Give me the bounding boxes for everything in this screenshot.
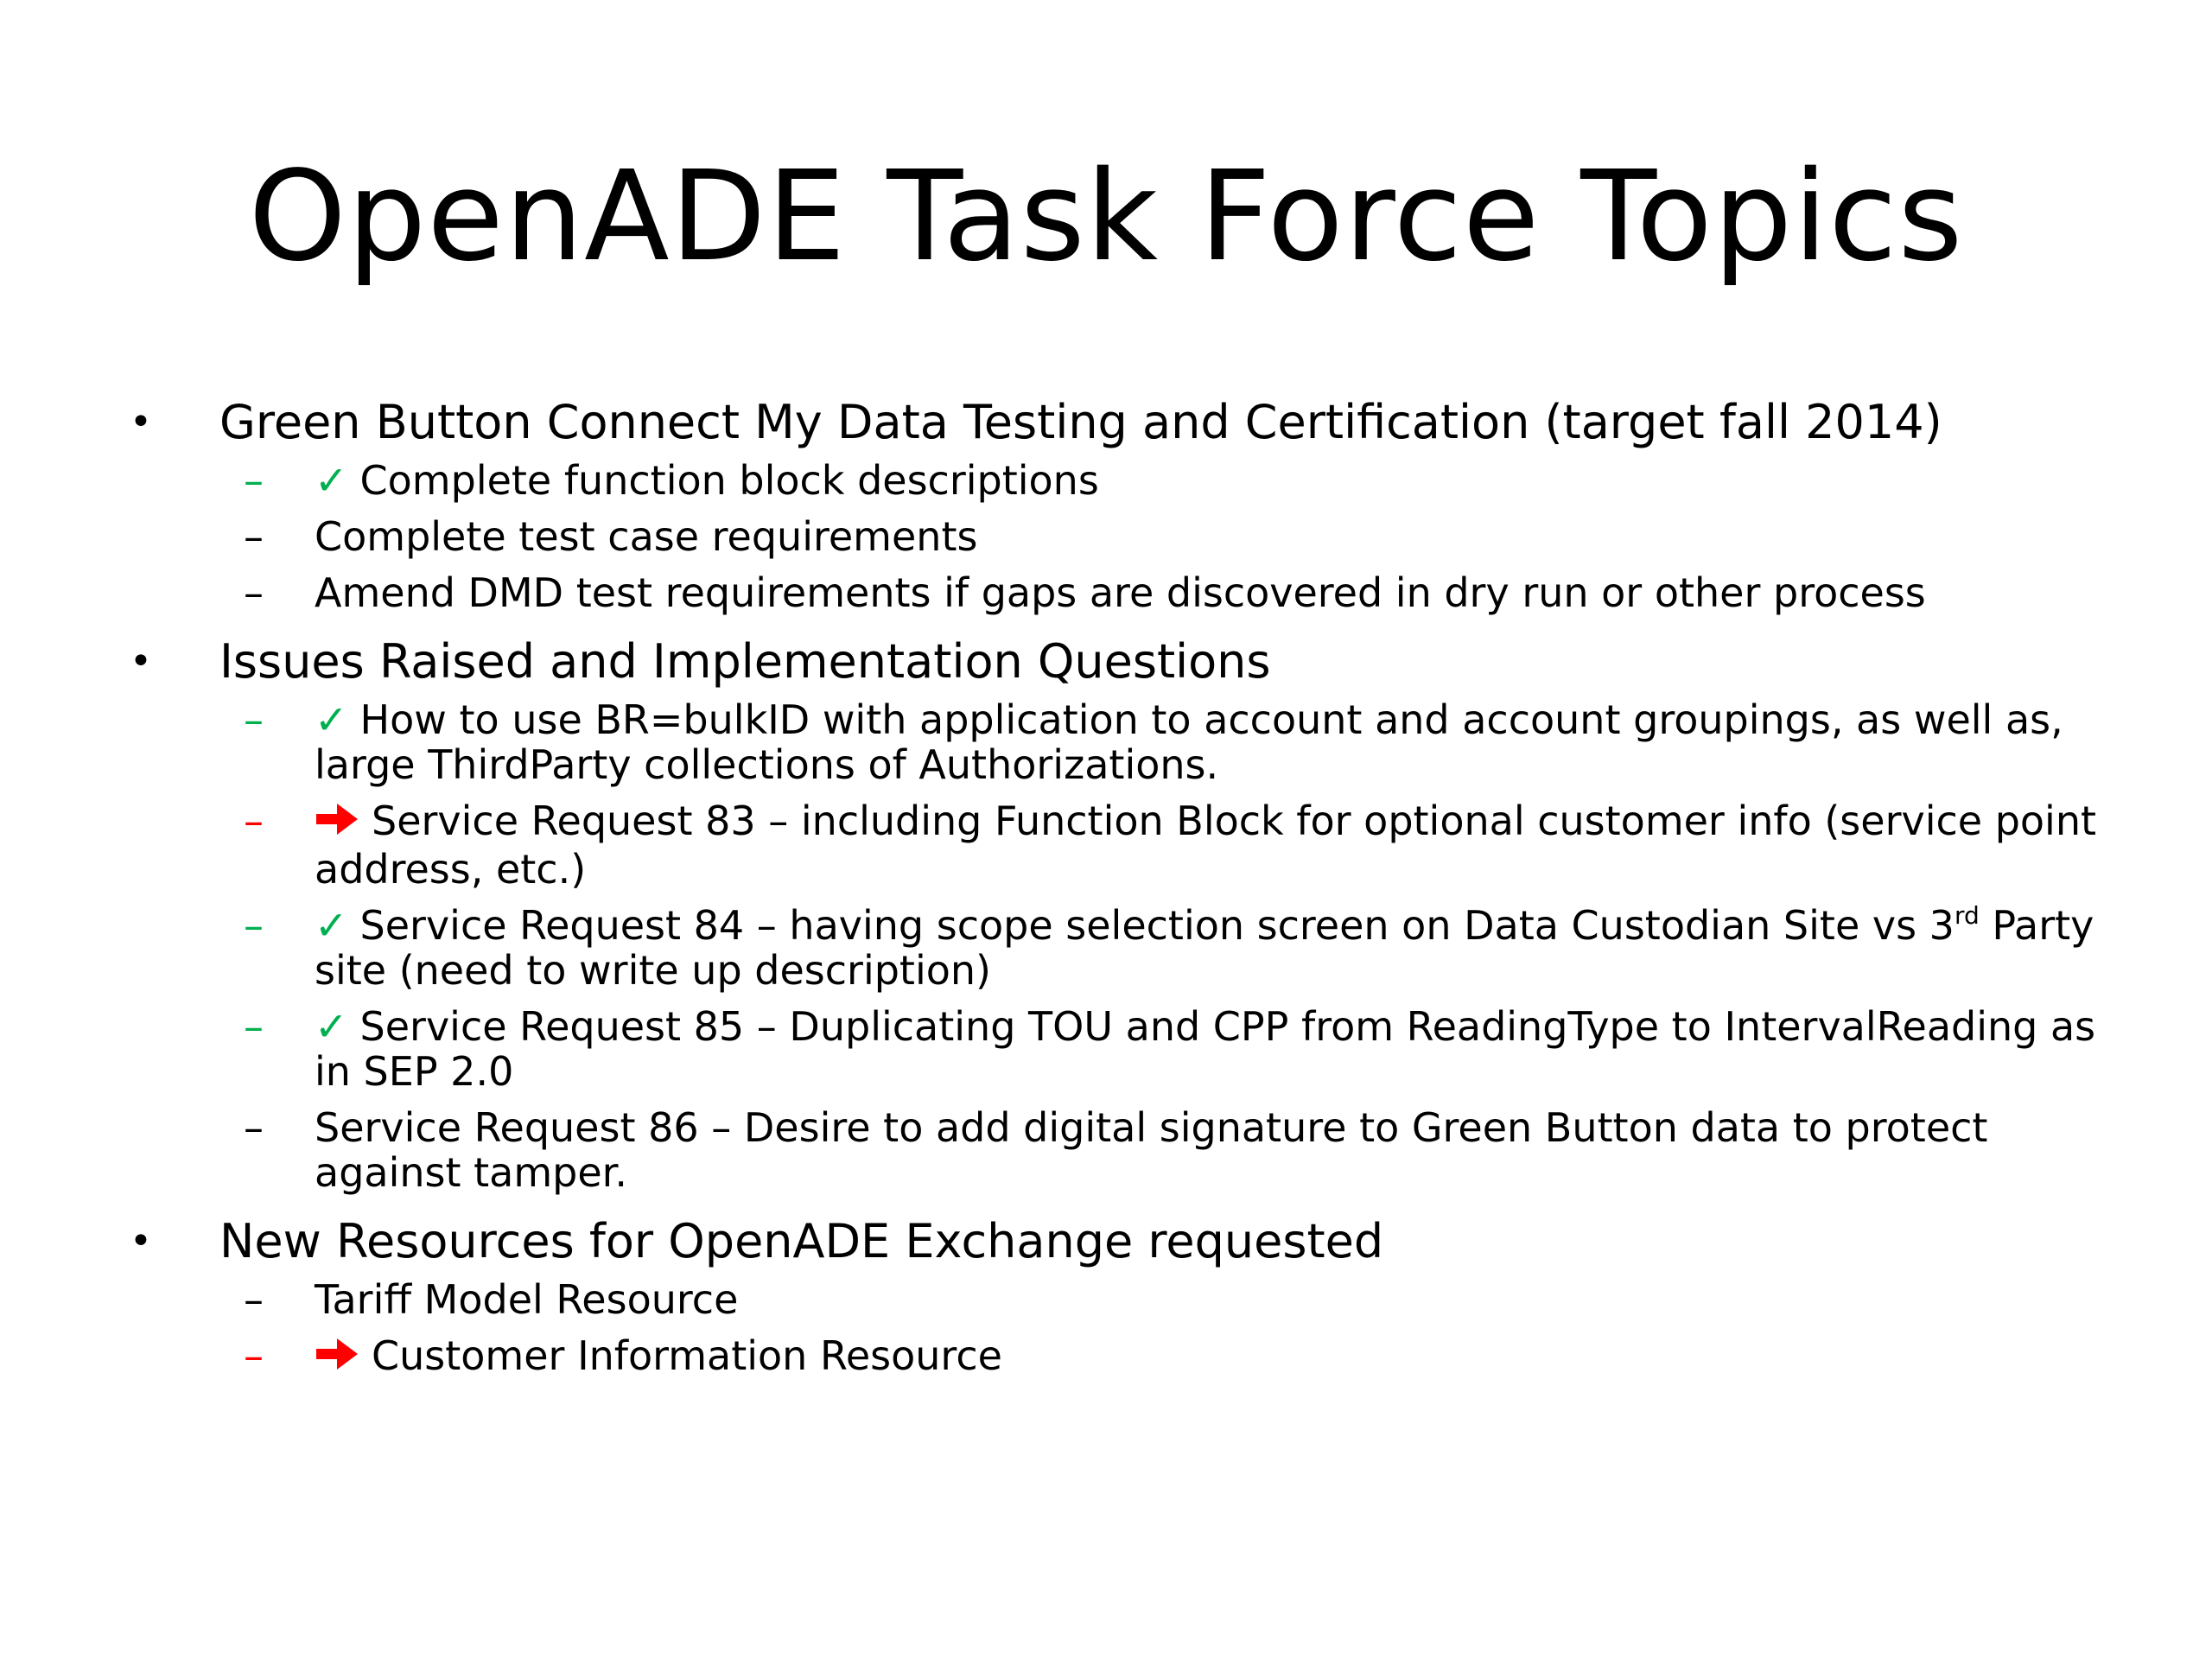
bullet-heading: Green Button Connect My Data Testing and Certification (target fall 2014) bbox=[219, 395, 1942, 449]
sub-item bbox=[130, 570, 2117, 615]
bullet-item bbox=[130, 387, 2117, 458]
dash-icon: – bbox=[244, 696, 264, 743]
check-icon: ✓ bbox=[315, 457, 348, 504]
sub-item bbox=[130, 1004, 2117, 1094]
sub-item bbox=[130, 697, 2117, 787]
bullet-icon: • bbox=[130, 400, 152, 444]
dash-icon: – bbox=[244, 513, 264, 560]
arrow-right-icon bbox=[315, 1335, 359, 1382]
superscript: rd bbox=[1954, 901, 1980, 930]
sub-item-text: Complete function block descriptions bbox=[359, 457, 1099, 504]
sub-item-text-after: Party site (need to write up description) bbox=[315, 902, 2094, 994]
sub-list bbox=[130, 458, 2117, 615]
bullet-heading: Issues Raised and Implementation Questions bbox=[219, 634, 1271, 689]
dash-icon: – bbox=[244, 457, 264, 504]
sub-item-text: Service Request 86 – Desire to add digital signature to Green Button data to protect against tamper. bbox=[315, 1104, 1988, 1196]
slide-title: OpenADE Task Force Topics bbox=[248, 143, 1964, 289]
sub-item-text: How to use BR=bulkID with application to account and account groupings, as well as, large ThirdParty collections of Authorizations. bbox=[315, 696, 2063, 788]
sub-item-text: Service Request 83 – including Function Block for optional customer info (service point address, etc.) bbox=[315, 798, 2097, 893]
sub-item bbox=[130, 903, 2117, 993]
sub-item-text-before: Service Request 84 – having scope selection screen on Data Custodian Site vs 3 bbox=[359, 902, 1955, 949]
slide-content bbox=[130, 387, 2117, 1393]
dash-icon: – bbox=[244, 1332, 264, 1379]
sub-item-text: Service Request 85 – Duplicating TOU and CPP from ReadingType to IntervalReading as in SEP 2.0 bbox=[315, 1003, 2096, 1095]
sub-item-text: Customer Information Resource bbox=[372, 1332, 1002, 1379]
bullet-heading: New Resources for OpenADE Exchange requested bbox=[219, 1214, 1384, 1268]
sub-item bbox=[130, 1333, 2117, 1382]
sub-item-text: Tariff Model Resource bbox=[315, 1276, 739, 1323]
check-icon: ✓ bbox=[315, 902, 348, 949]
sub-item bbox=[130, 798, 2117, 892]
sub-item-text: Amend DMD test requirements if gaps are discovered in dry run or other process bbox=[315, 569, 1926, 616]
sub-item bbox=[130, 514, 2117, 559]
arrow-right-icon bbox=[315, 800, 359, 847]
check-icon: ✓ bbox=[315, 1003, 348, 1050]
dash-icon: – bbox=[244, 569, 264, 616]
dash-icon: – bbox=[244, 798, 264, 844]
sub-list bbox=[130, 697, 2117, 1195]
dash-icon: – bbox=[244, 1276, 264, 1323]
bullet-icon: • bbox=[130, 1219, 152, 1263]
dash-icon: – bbox=[244, 1003, 264, 1050]
sub-item bbox=[130, 458, 2117, 503]
bullet-item bbox=[130, 1206, 2117, 1277]
sub-list bbox=[130, 1277, 2117, 1382]
sub-item bbox=[130, 1105, 2117, 1195]
bullet-item bbox=[130, 626, 2117, 697]
dash-icon: – bbox=[244, 902, 264, 949]
bullet-icon: • bbox=[130, 639, 152, 683]
sub-item-text: Complete test case requirements bbox=[315, 513, 978, 560]
check-icon: ✓ bbox=[315, 696, 348, 743]
dash-icon: – bbox=[244, 1104, 264, 1151]
sub-item bbox=[130, 1277, 2117, 1322]
